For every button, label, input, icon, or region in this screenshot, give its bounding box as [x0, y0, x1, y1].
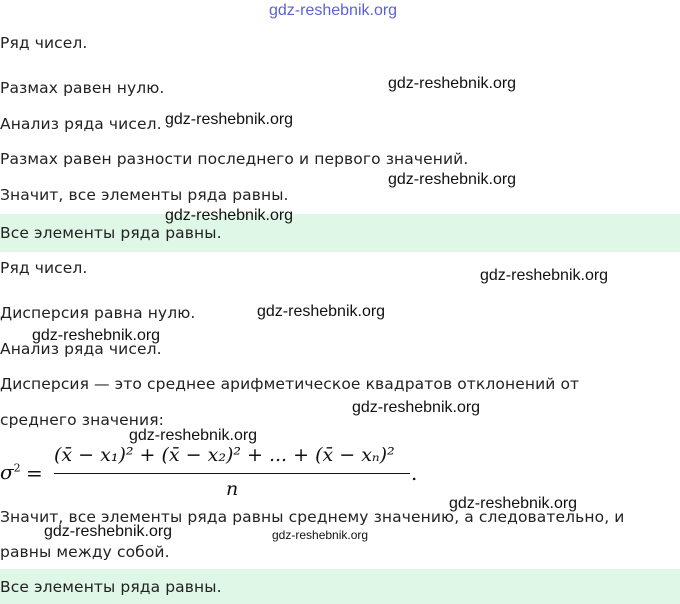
conclusion-2-line1: Значит, все элементы ряда равны среднему значению, а следовательно, и — [0, 508, 625, 526]
watermark: gdz-reshebnik.org — [257, 303, 386, 320]
formula-numerator: (x̄ − x₁)² + (x̄ − x₂)² + ... + (x̄ − xₙ)² — [54, 444, 395, 466]
formula-denominator: n — [226, 478, 239, 500]
given-label-2: Ряд чисел. — [0, 259, 88, 277]
analysis-label-2: Анализ ряда чисел. — [0, 340, 162, 358]
answer-text-2: Все элементы ряда равны. — [0, 578, 222, 596]
given-label-1: Ряд чисел. — [0, 34, 88, 52]
formula-end: . — [411, 461, 418, 485]
watermark-top: gdz-reshebnik.org — [269, 2, 398, 19]
explanation-2-line2: среднего значения: — [0, 411, 164, 429]
variance-formula — [0, 440, 440, 502]
conclusion-1: Значит, все элементы ряда равны. — [0, 186, 289, 204]
watermark: gdz-reshebnik.org — [32, 327, 161, 344]
watermark: gdz-reshebnik.org — [44, 523, 173, 540]
analysis-label-1: Анализ ряда чисел. — [0, 115, 162, 133]
watermark: gdz-reshebnik.org — [165, 111, 294, 128]
watermark: gdz-reshebnik.org — [480, 267, 609, 284]
watermark: gdz-reshebnik.org — [388, 171, 517, 188]
fraction-bar — [54, 473, 410, 474]
answer-box-1 — [0, 214, 680, 252]
watermark: gdz-reshebnik.org — [165, 207, 294, 224]
given-fact-1: Размах равен нулю. — [0, 79, 165, 97]
answer-box-2 — [0, 569, 680, 604]
watermark: gdz-reshebnik.org — [388, 75, 517, 92]
conclusion-2-line2: равны между собой. — [0, 543, 170, 561]
formula-lhs: $\sigma^2$ — [0, 460, 21, 484]
given-fact-2: Дисперсия равна нулю. — [0, 304, 196, 322]
explanation-1: Размах равен разности последнего и первого значений. — [0, 150, 469, 168]
explanation-2-line1: Дисперсия — это среднее арифметическое квадратов отклонений от — [0, 375, 580, 393]
watermark: gdz-reshebnik.org — [449, 495, 578, 512]
answer-text-1: Все элементы ряда равны. — [0, 224, 222, 242]
watermark: gdz-reshebnik.org — [352, 399, 481, 416]
formula-equals: = — [26, 461, 43, 485]
watermark: gdz-reshebnik.org — [129, 427, 258, 444]
watermark: gdz-reshebnik.org — [272, 528, 369, 542]
